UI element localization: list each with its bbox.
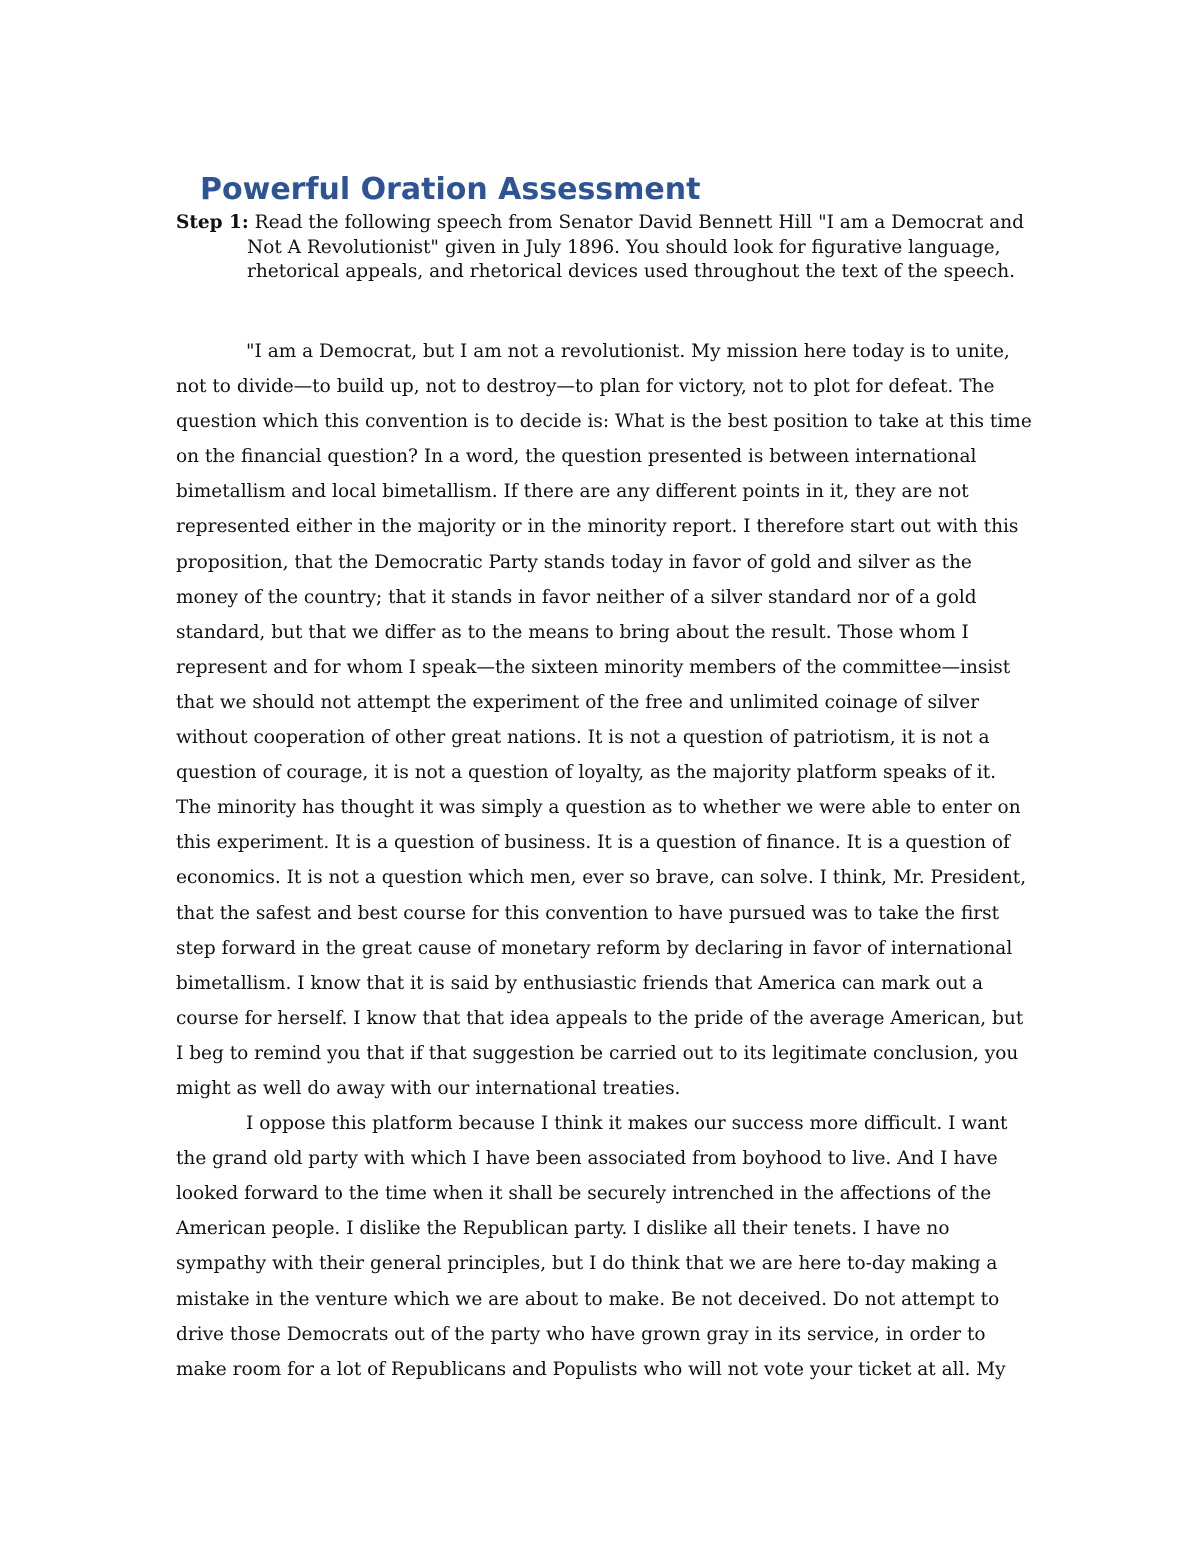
speech-paragraph: "I am a Democrat, but I am not a revolutionist. My mission here today is to unite, not to divide—to build up, not to destroy—to plan for victory, not to plot for defeat. The question which this convention is to decide is: What is the best position to take at this time on the financial question? In a word, the question presented is between international bimetallism and local bimetallism. If there are any different points in it, they are not represented either in the majority or in the minority report. I therefore start out with this proposition, that the Democratic Party stands today in favor of gold and silver as the money of the country; that it stands in favor neither of a silver standard nor of a gold standard, but that we differ as to the means to bring about the result. Those whom I represent and for whom I speak—the sixteen minority members of the committee—insist that we should not attempt the experiment of the free and unlimited coinage of silver without cooperation of other great nations. It is not a question of patriotism, it is not a question of courage, it is not a question of loyalty, as the majority platform speaks of it. The minority has thought it was simply a question as to whether we were able to enter on this experiment. It is a question of business. It is a question of finance. It is a question of economics. It is not a question which men, ever so brave, can solve. I think, Mr. President, that the safest and best course for this convention to have pursued was to take the first step forward in the great cause of monetary reform by declaring in favor of international bimetallism. I know that it is said by enthusiastic friends that America can mark out a course for herself. I know that that idea appeals to the pride of the average American, but I beg to remind you that if that suggestion be carried out to its legitimate conclusion, you might as well do away with our international treaties. <box>176 341 1032 1099</box>
document-title: Powerful Oration Assessment <box>200 172 701 207</box>
speech-paragraph: I oppose this platform because I think it makes our success more difficult. I want the grand old party with which I have been associated from boyhood to live. And I have looked forward to the time when it shall be securely intrenched in the affections of the American people. I dislike the Republican party. I dislike all their tenets. I have no sympathy with their general principles, but I do think that we are here to-day making a mistake in the venture which we are about to make. Be not deceived. Do not attempt to drive those Democrats out of the party who have grown gray in its service, in order to make room for a lot of Republicans and Populists who will not vote your ticket at all. My <box>176 1113 1008 1380</box>
step-label: Step 1: <box>176 212 249 233</box>
speech-body <box>176 334 1036 1387</box>
step-instructions <box>176 211 1036 285</box>
step-text: Read the following speech from Senator David Bennett Hill "I am a Democrat and Not A Revolutionist" given in July 1896. You should look for figurative language, rhetorical appeals, and rhetorical devices used throughout the text of the speech. <box>247 212 1024 283</box>
